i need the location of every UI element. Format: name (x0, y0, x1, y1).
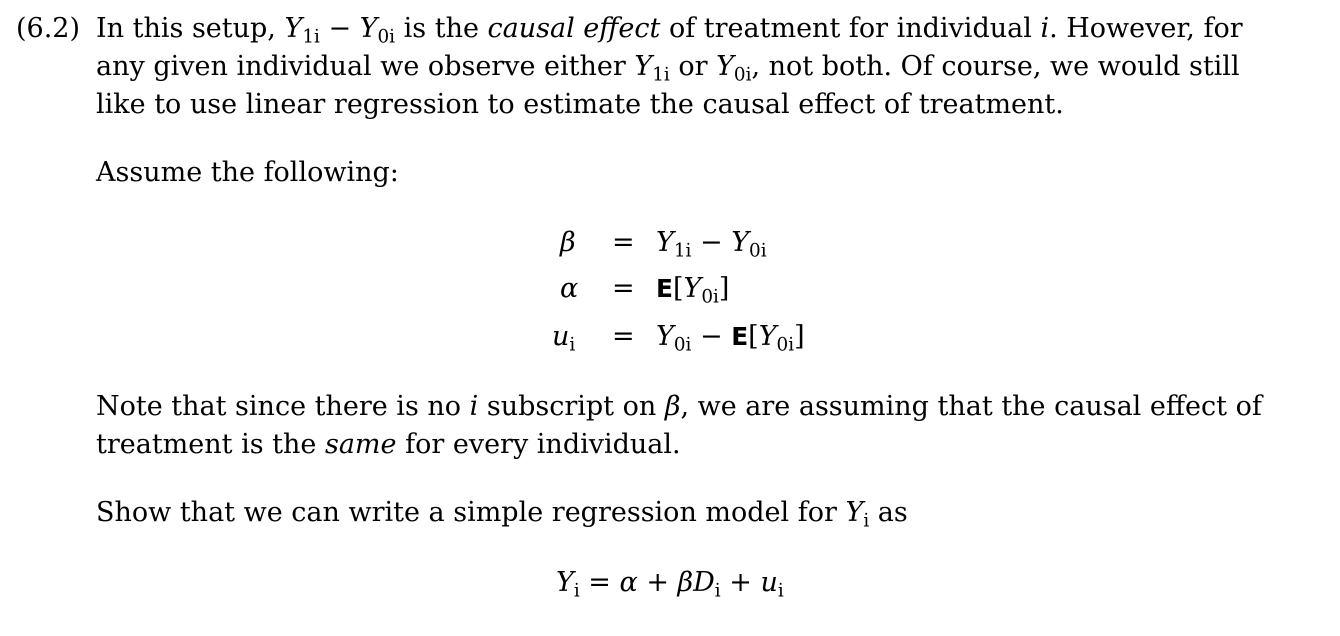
emphasis-same: same (324, 429, 397, 460)
emphasis-causal-effect: causal effect (487, 13, 661, 44)
text: for every individual. (396, 429, 681, 460)
math-rhs-u: $Y_{0i} - E[Y_{0i}]$ (656, 321, 805, 356)
math-rhs-alpha: $E[Y_{0i}]$ (656, 273, 730, 308)
paragraph-line-3: like to use linear regression to estimate the causal effect of treatment. (96, 89, 1064, 120)
text: , we are assuming that the causal effect of (680, 391, 1262, 422)
paragraph-line-1 (96, 10, 1243, 48)
text: of treatment for individual (660, 13, 1041, 44)
text: any given individual we observe either (96, 51, 635, 82)
math-y1i-minus-y0i: $Y_{1i} - Y_{0i}$ (284, 13, 396, 48)
text: is the (395, 13, 488, 44)
problem-label: (6.2) (16, 13, 81, 44)
text: Note that since there is no (96, 391, 470, 422)
math-beta: β (560, 227, 576, 258)
assume-heading: Assume the following: (96, 157, 399, 188)
text: In this setup, (96, 13, 285, 44)
equals-sign: = (612, 273, 635, 304)
math-y-i: $Y_i$ (845, 497, 870, 532)
equals-sign: = (612, 227, 635, 258)
text: or (669, 51, 717, 82)
text: . However, for (1049, 13, 1243, 44)
math-y0i: $Y_{0i}$ (716, 51, 752, 86)
paragraph-line-2 (96, 48, 1240, 86)
show-line (96, 494, 908, 532)
note-line-1 (96, 388, 1262, 426)
note-line-2 (96, 426, 681, 464)
math-i: i (1040, 13, 1050, 44)
math-beta: β (664, 391, 681, 422)
text: subscript on (478, 391, 665, 422)
math-alpha: α (560, 273, 579, 304)
text: treatment is the (96, 429, 325, 460)
text: Show that we can write a simple regression model for (96, 497, 846, 528)
math-y1i: $Y_{1i}$ (634, 51, 670, 86)
text: , not both. Of course, we would still (751, 51, 1240, 82)
regression-equation: $Y_i = \alpha + \beta D_i + u_i$ (556, 567, 784, 602)
equals-sign: = (612, 321, 635, 352)
math-u-i: $u_i$ (552, 321, 576, 356)
text: as (869, 497, 908, 528)
math-i: i (469, 391, 479, 422)
math-rhs-beta: $Y_{1i} - Y_{0i}$ (656, 227, 767, 262)
